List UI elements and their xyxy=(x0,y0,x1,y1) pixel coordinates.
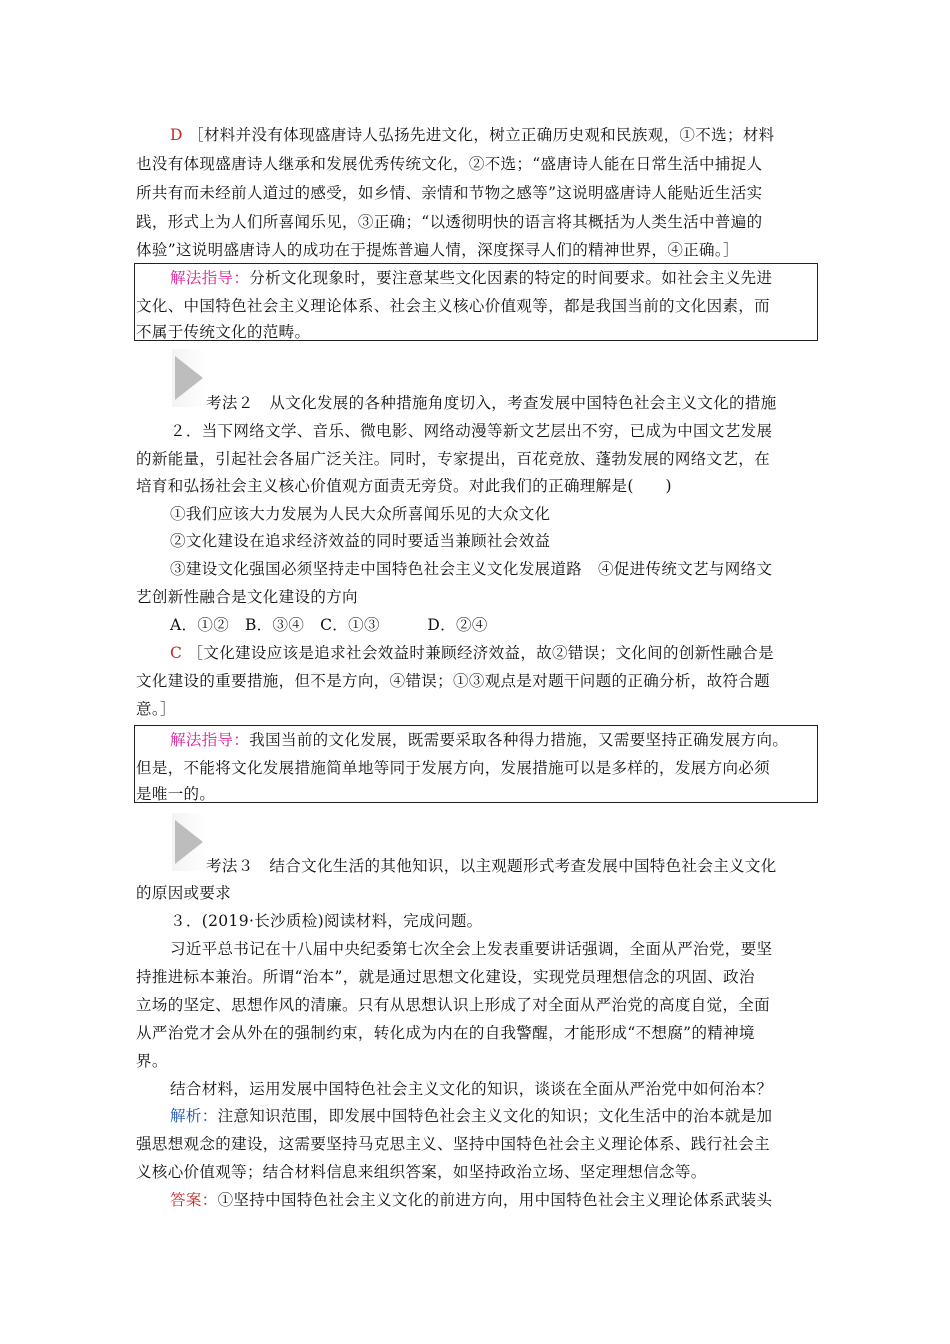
q2-stem-line-3: 培育和弘扬社会主义核心价值观方面责无旁贷。对此我们的正确理解是( ) xyxy=(136,477,672,495)
q3-material-line-1: 习近平总书记在十八届中央纪委第七次全会上发表重要讲话强调，全面从严治党，要坚 xyxy=(170,940,773,958)
q2-option-1: ①我们应该大力发展为人民大众所喜闻乐见的大众文化 xyxy=(170,505,551,523)
q2-guide-label: 解法指导： xyxy=(170,731,250,749)
q3-analysis-line-2: 强思想观念的建设，这需要坚持马克思主义、坚持中国特色社会主义理论体系、践行社会主 xyxy=(136,1135,771,1153)
q3-material-line-5: 界。 xyxy=(136,1052,168,1070)
q2-explanation-line-3: 意。］ xyxy=(136,700,176,718)
method-3-title-line-1: 考法３ 结合文化生活的其他知识，以主观题形式考查发展中国特色社会主义文化 xyxy=(206,857,777,875)
q1-explanation-line-5: 体验”这说明盛唐诗人的成功在于提炼普遍人情，深度探寻人们的精神世界，④正确。］ xyxy=(136,241,739,259)
q2-stem-line-2: 的新能量，引起社会各届广泛关注。同时，专家提出，百花竞放、蓬勃发展的网络文艺，在 xyxy=(136,450,771,468)
q1-explanation-line-3: 所共有而未经前人道过的感受，如乡情、亲情和节物之感等”这说明盛唐诗人能贴近生活实 xyxy=(136,184,763,202)
q1-answer-letter: D xyxy=(170,126,183,144)
q3-stem: ３．(2019·长沙质检)阅读材料，完成问题。 xyxy=(170,912,483,930)
q1-guide-label: 解法指导： xyxy=(170,269,250,287)
q2-guide-line-3: 是唯一的。 xyxy=(136,785,216,803)
q2-option-2: ②文化建设在追求经济效益的同时要适当兼顾社会效益 xyxy=(170,532,551,550)
play-triangle-icon xyxy=(175,820,203,864)
q1-guide-line-2: 文化、中国特色社会主义理论体系、社会主义核心价值观等，都是我国当前的文化因素，而 xyxy=(136,297,771,315)
q3-analysis-line-1: 解析：注意知识范围，即发展中国特色社会主义文化的知识；文化生活中的治本就是加 xyxy=(170,1107,773,1125)
q1-explanation-line-4: 践，形式上为人们所喜闻乐见，③正确；“以透彻明快的语言将其概括为人类生活中普遍的 xyxy=(136,213,763,231)
q1-guide-line-3: 不属于传统文化的范畴。 xyxy=(136,323,311,341)
q3-answer-label: 答案： xyxy=(170,1191,218,1209)
q3-analysis-line-3: 义核心价值观等；结合材料信息来组织答案，如坚持政治立场、坚定理想信念等。 xyxy=(136,1163,707,1181)
q1-explanation-line-1: D ［材料并没有体现盛唐诗人弘扬先进文化，树立正确历史观和民族观，①不选；材料 xyxy=(170,126,775,144)
q3-material-line-2: 持推进标本兼治。所谓“治本”，就是通过思想文化建设，实现党员理想信念的巩固、政治 xyxy=(136,968,755,986)
q3-analysis-label: 解析： xyxy=(170,1107,218,1125)
q1-explanation-line-2: 也没有体现盛唐诗人继承和发展优秀传统文化，②不选；“盛唐诗人能在日常生活中捕捉人 xyxy=(136,155,763,173)
method-3-title-line-2: 的原因或要求 xyxy=(136,884,232,902)
q1-guide-line-1: 解法指导：分析文化现象时，要注意某些文化因素的特定的时间要求。如社会主义先进 xyxy=(170,269,773,287)
q2-explanation-line-2: 文化建设的重要措施，但不是方向，④错误；①③观点是对题干问题的正确分析，故符合题 xyxy=(136,672,771,690)
q2-guide-line-1: 解法指导：我国当前的文化发展，既需要采取各种得力措施，又需要坚持正确发展方向。 xyxy=(170,731,789,749)
q3-answer-line-1: 答案：①坚持中国特色社会主义文化的前进方向，用中国特色社会主义理论体系武装头 xyxy=(170,1191,773,1209)
play-triangle-icon xyxy=(175,356,203,400)
q2-guide-line-2: 但是，不能将文化发展措施简单地等同于发展方向，发展措施可以是多样的，发展方向必须 xyxy=(136,759,771,777)
q2-option-34-line-2: 艺创新性融合是文化建设的方向 xyxy=(136,588,358,606)
q2-stem-line-1: ２．当下网络文学、音乐、微电影、网络动漫等新文艺层出不穷，已成为中国文艺发展 xyxy=(170,422,773,440)
q2-answer-letter: C xyxy=(170,644,183,662)
method-2-title: 考法２ 从文化发展的各种措施角度切入，考查发展中国特色社会主义文化的措施 xyxy=(206,394,777,412)
q3-material-line-3: 立场的坚定、思想作风的清廉。只有从思想认识上形成了对全面从严治党的高度自觉，全面 xyxy=(136,996,771,1014)
q2-explanation-line-1: C ［文化建设应该是追求社会效益时兼顾经济效益，故②错误；文化间的创新性融合是 xyxy=(170,644,774,662)
q3-question: 结合材料，运用发展中国特色社会主义文化的知识，谈谈在全面从严治党中如何治本？ xyxy=(170,1080,773,1098)
q2-choices: A．①② B．③④ C．①③ D．②④ xyxy=(170,616,488,634)
q2-option-34-line-1: ③建设文化强国必须坚持走中国特色社会主义文化发展道路 ④促进传统文艺与网络文 xyxy=(170,560,773,578)
q3-material-line-4: 从严治党才会从外在的强制约束，转化成为内在的自我警醒，才能形成“不想腐”的精神境 xyxy=(136,1024,755,1042)
